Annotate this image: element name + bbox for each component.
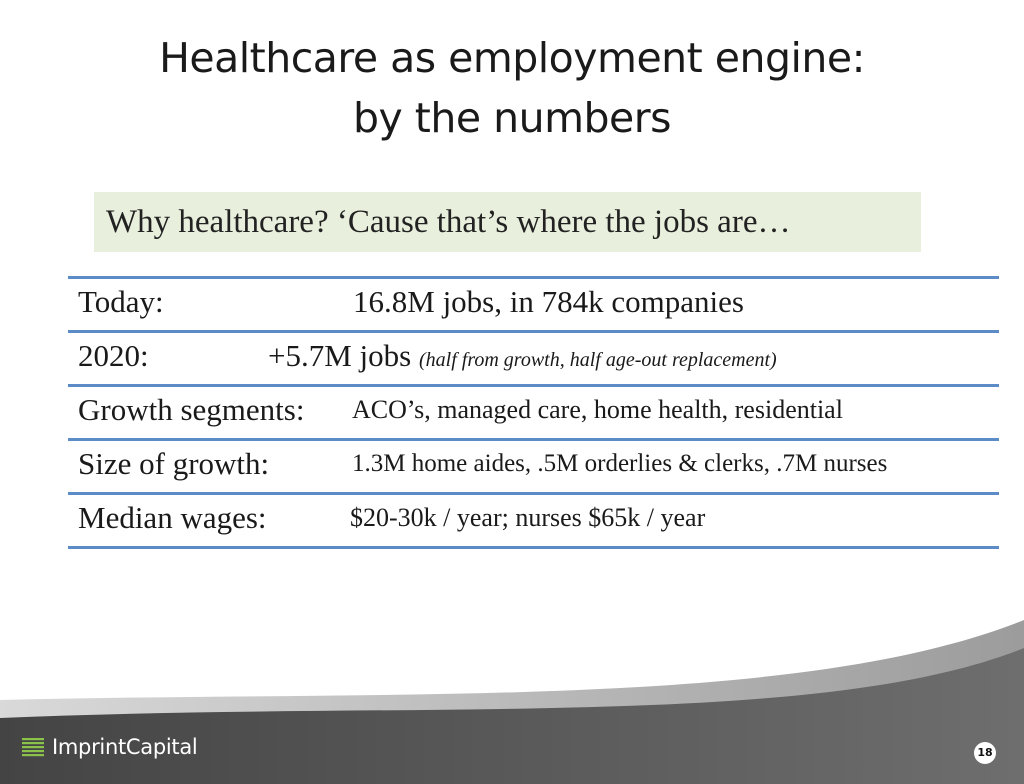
row-label: Size of growth: [78, 446, 270, 481]
row-label: 2020: [78, 338, 149, 373]
row-value-group [268, 333, 777, 383]
brand-name: ImprintCapital [52, 735, 198, 759]
table-row [68, 330, 999, 384]
callout-box: Why healthcare? ‘Cause that’s where the jobs are… [94, 192, 921, 252]
row-value: 1.3M home aides, .5M orderlies & clerks, .7M nurses [352, 450, 888, 477]
row-value: ACO’s, managed care, home health, residential [352, 395, 843, 424]
row-label: Growth segments: [78, 392, 305, 427]
slide-title-line-2: by the numbers [352, 94, 672, 142]
row-value: $20-30k / year; nurses $65k / year [350, 503, 706, 532]
row-label: Median wages: [78, 500, 267, 535]
imprint-leaf-logo-icon [22, 736, 44, 758]
row-value: 16.8M jobs, in 784k companies [353, 284, 744, 319]
slide-title [0, 28, 1024, 148]
row-value: +5.7M jobs [268, 338, 412, 373]
slide-title-line-1: Healthcare as employment engine: [159, 34, 865, 82]
table-row [68, 438, 999, 492]
row-note: (half from growth, half age-out replacement) [418, 349, 777, 371]
table-row [68, 276, 999, 330]
row-label: Today: [78, 284, 164, 319]
table-row [68, 492, 999, 549]
page-number: 18 [974, 742, 996, 764]
brand-logo [22, 735, 197, 759]
table-row [68, 384, 999, 438]
stats-table [68, 276, 999, 549]
